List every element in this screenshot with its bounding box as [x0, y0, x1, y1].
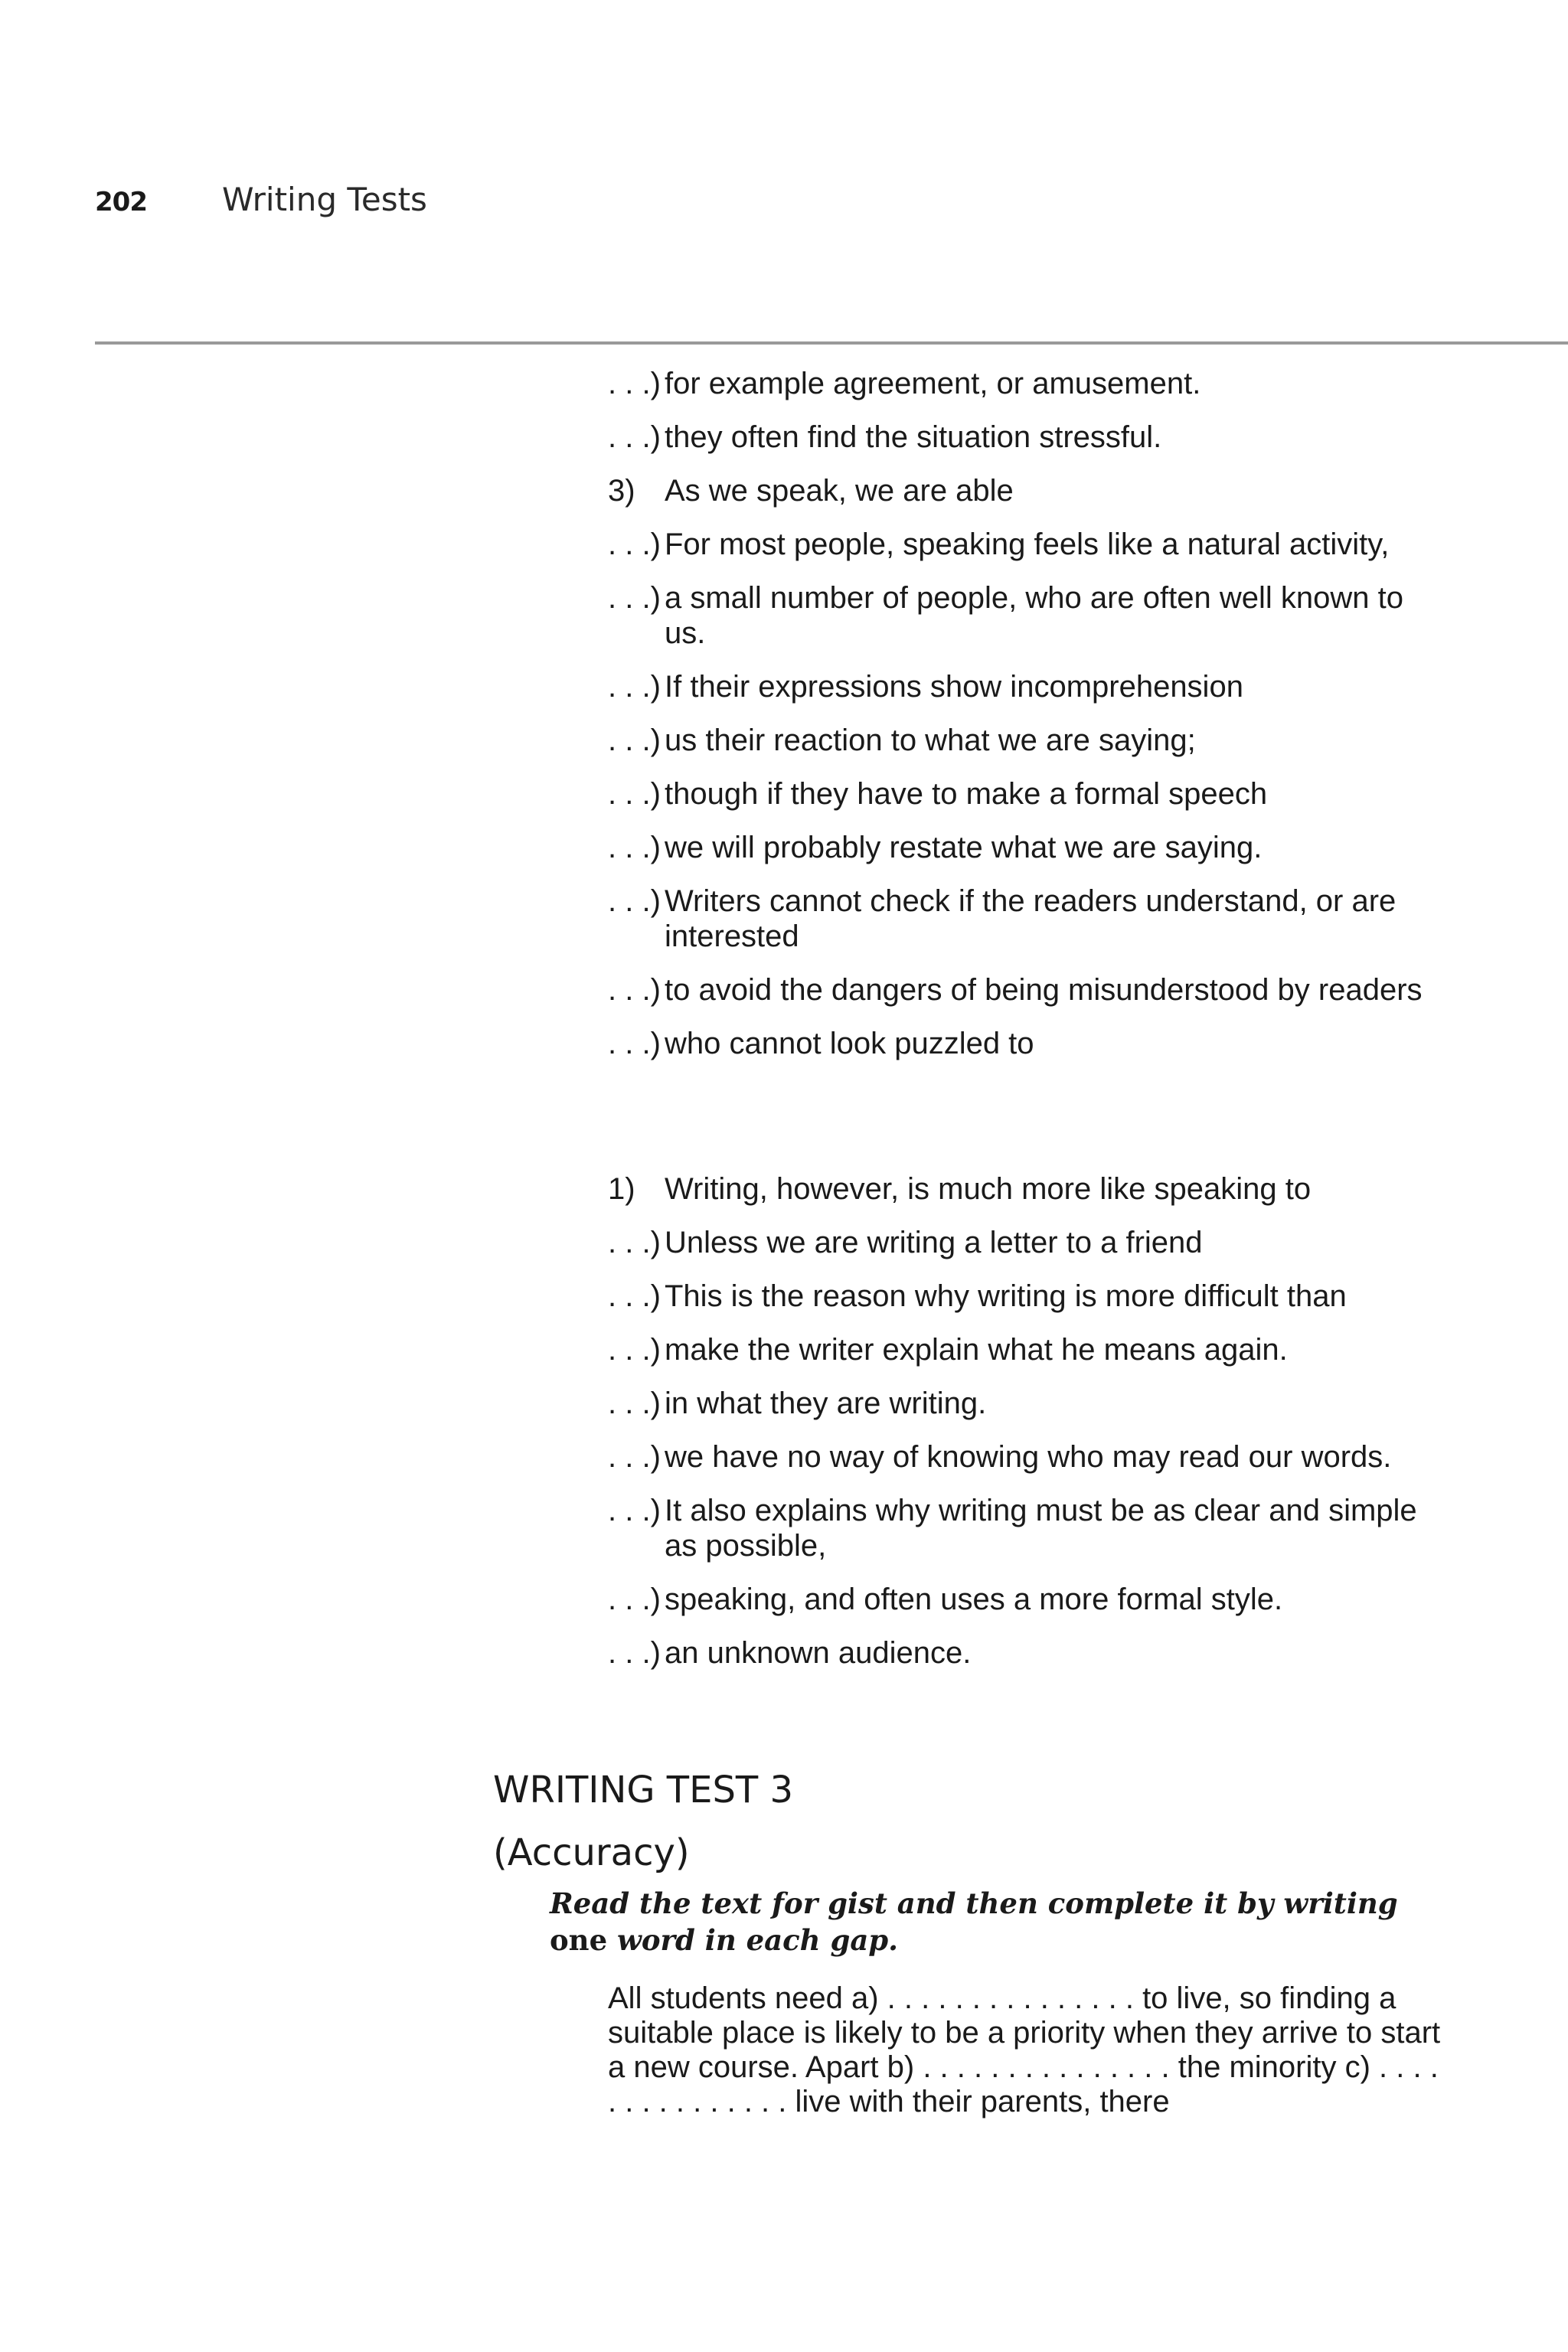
item-marker: . . .) [608, 884, 661, 918]
item-marker: . . .) [608, 1494, 661, 1527]
item-text: they often find the situation stressful. [665, 420, 1162, 454]
item-text: If their expressions show incomprehension [665, 670, 1243, 704]
instruction-text-end: word in each gap. [607, 1923, 899, 1957]
item-text: Writers cannot check if the readers understand, or are interested [665, 884, 1396, 953]
item-text: we have no way of knowing who may read our words. [665, 1440, 1392, 1474]
item-marker: . . .) [608, 777, 661, 811]
item-marker: . . .) [608, 1387, 661, 1420]
item-text: For most people, speaking feels like a natural activity, [665, 528, 1390, 561]
item-marker: . . .) [608, 1027, 661, 1060]
item-text: though if they have to make a formal speech [665, 777, 1268, 811]
item-text: for example agreement, or amusement. [665, 367, 1201, 400]
list-item [608, 1026, 1442, 1061]
item-marker: . . .) [608, 528, 661, 561]
item-text: Unless we are writing a letter to a friend [665, 1226, 1203, 1259]
item-marker: . . .) [608, 831, 661, 864]
item-text: It also explains why writing must be as clear and simple as possible, [665, 1494, 1417, 1563]
list-item [608, 1332, 1442, 1367]
item-marker: . . .) [608, 1333, 661, 1367]
section-subheading: (Accuracy) [493, 1831, 690, 1874]
list-item [608, 420, 1442, 455]
list-item [608, 1582, 1442, 1617]
item-marker: 3) [608, 474, 635, 508]
item-text: As we speak, we are able [665, 474, 1014, 508]
list-item [608, 366, 1442, 401]
running-head [95, 181, 427, 219]
item-text: to avoid the dangers of being misunderstood by readers [665, 973, 1423, 1007]
item-marker: . . .) [608, 1440, 661, 1474]
page-number: 202 [95, 187, 147, 217]
list-item [608, 527, 1442, 562]
list-item [608, 972, 1442, 1008]
item-text: Writing, however, is much more like speaking to [665, 1172, 1312, 1206]
item-marker: . . .) [608, 367, 661, 400]
list-item [608, 473, 1442, 508]
item-marker: . . .) [608, 670, 661, 704]
item-text: This is the reason why writing is more difficult than [665, 1279, 1347, 1313]
sentence-list-part-b [608, 1171, 1442, 1689]
item-marker: . . .) [608, 1279, 661, 1313]
item-marker: . . .) [608, 1226, 661, 1259]
item-marker: . . .) [608, 1636, 661, 1670]
item-marker: . . .) [608, 973, 661, 1007]
item-text: us their reaction to what we are saying; [665, 724, 1196, 757]
list-item [608, 1635, 1442, 1671]
list-item [608, 1386, 1442, 1421]
item-text: a small number of people, who are often well known to us. [665, 581, 1403, 650]
section-heading: WRITING TEST 3 [493, 1769, 794, 1811]
list-item [608, 884, 1442, 954]
item-marker: . . .) [608, 581, 661, 615]
item-text: speaking, and often uses a more formal style. [665, 1583, 1283, 1616]
task-instruction [550, 1885, 1438, 1958]
item-text: make the writer explain what he means again. [665, 1333, 1288, 1367]
item-marker: . . .) [608, 724, 661, 757]
list-item [608, 723, 1442, 758]
item-marker: . . .) [608, 420, 661, 454]
header-divider [95, 341, 1568, 345]
item-text: we will probably restate what we are saying. [665, 831, 1263, 864]
item-text: who cannot look puzzled to [665, 1027, 1034, 1060]
list-item [608, 776, 1442, 812]
list-item [608, 580, 1442, 651]
item-marker: 1) [608, 1172, 635, 1206]
sentence-list-part-a [608, 366, 1442, 1080]
instruction-emphasis: one [550, 1923, 608, 1957]
item-text: in what they are writing. [665, 1387, 987, 1420]
running-head-title: Writing Tests [221, 181, 427, 218]
list-item [608, 1439, 1442, 1475]
item-text: an unknown audience. [665, 1636, 972, 1670]
list-item [608, 1279, 1442, 1314]
list-item [608, 1225, 1442, 1260]
list-item [608, 1493, 1442, 1563]
list-item [608, 669, 1442, 704]
item-marker: . . .) [608, 1583, 661, 1616]
list-item [608, 1171, 1442, 1207]
instruction-text: Read the text for gist and then complete it by writing [550, 1886, 1398, 1920]
gap-fill-passage: All students need a) . . . . . . . . . . . . . . . to live, so finding a suitable place is likely to be a priority when they arrive to start a new course. Apart b) . . . . . . . . . . . . . . . the minority c) . . . . . . . . . . . . . . . live with their parents, there [608, 1981, 1441, 2118]
list-item [608, 830, 1442, 865]
